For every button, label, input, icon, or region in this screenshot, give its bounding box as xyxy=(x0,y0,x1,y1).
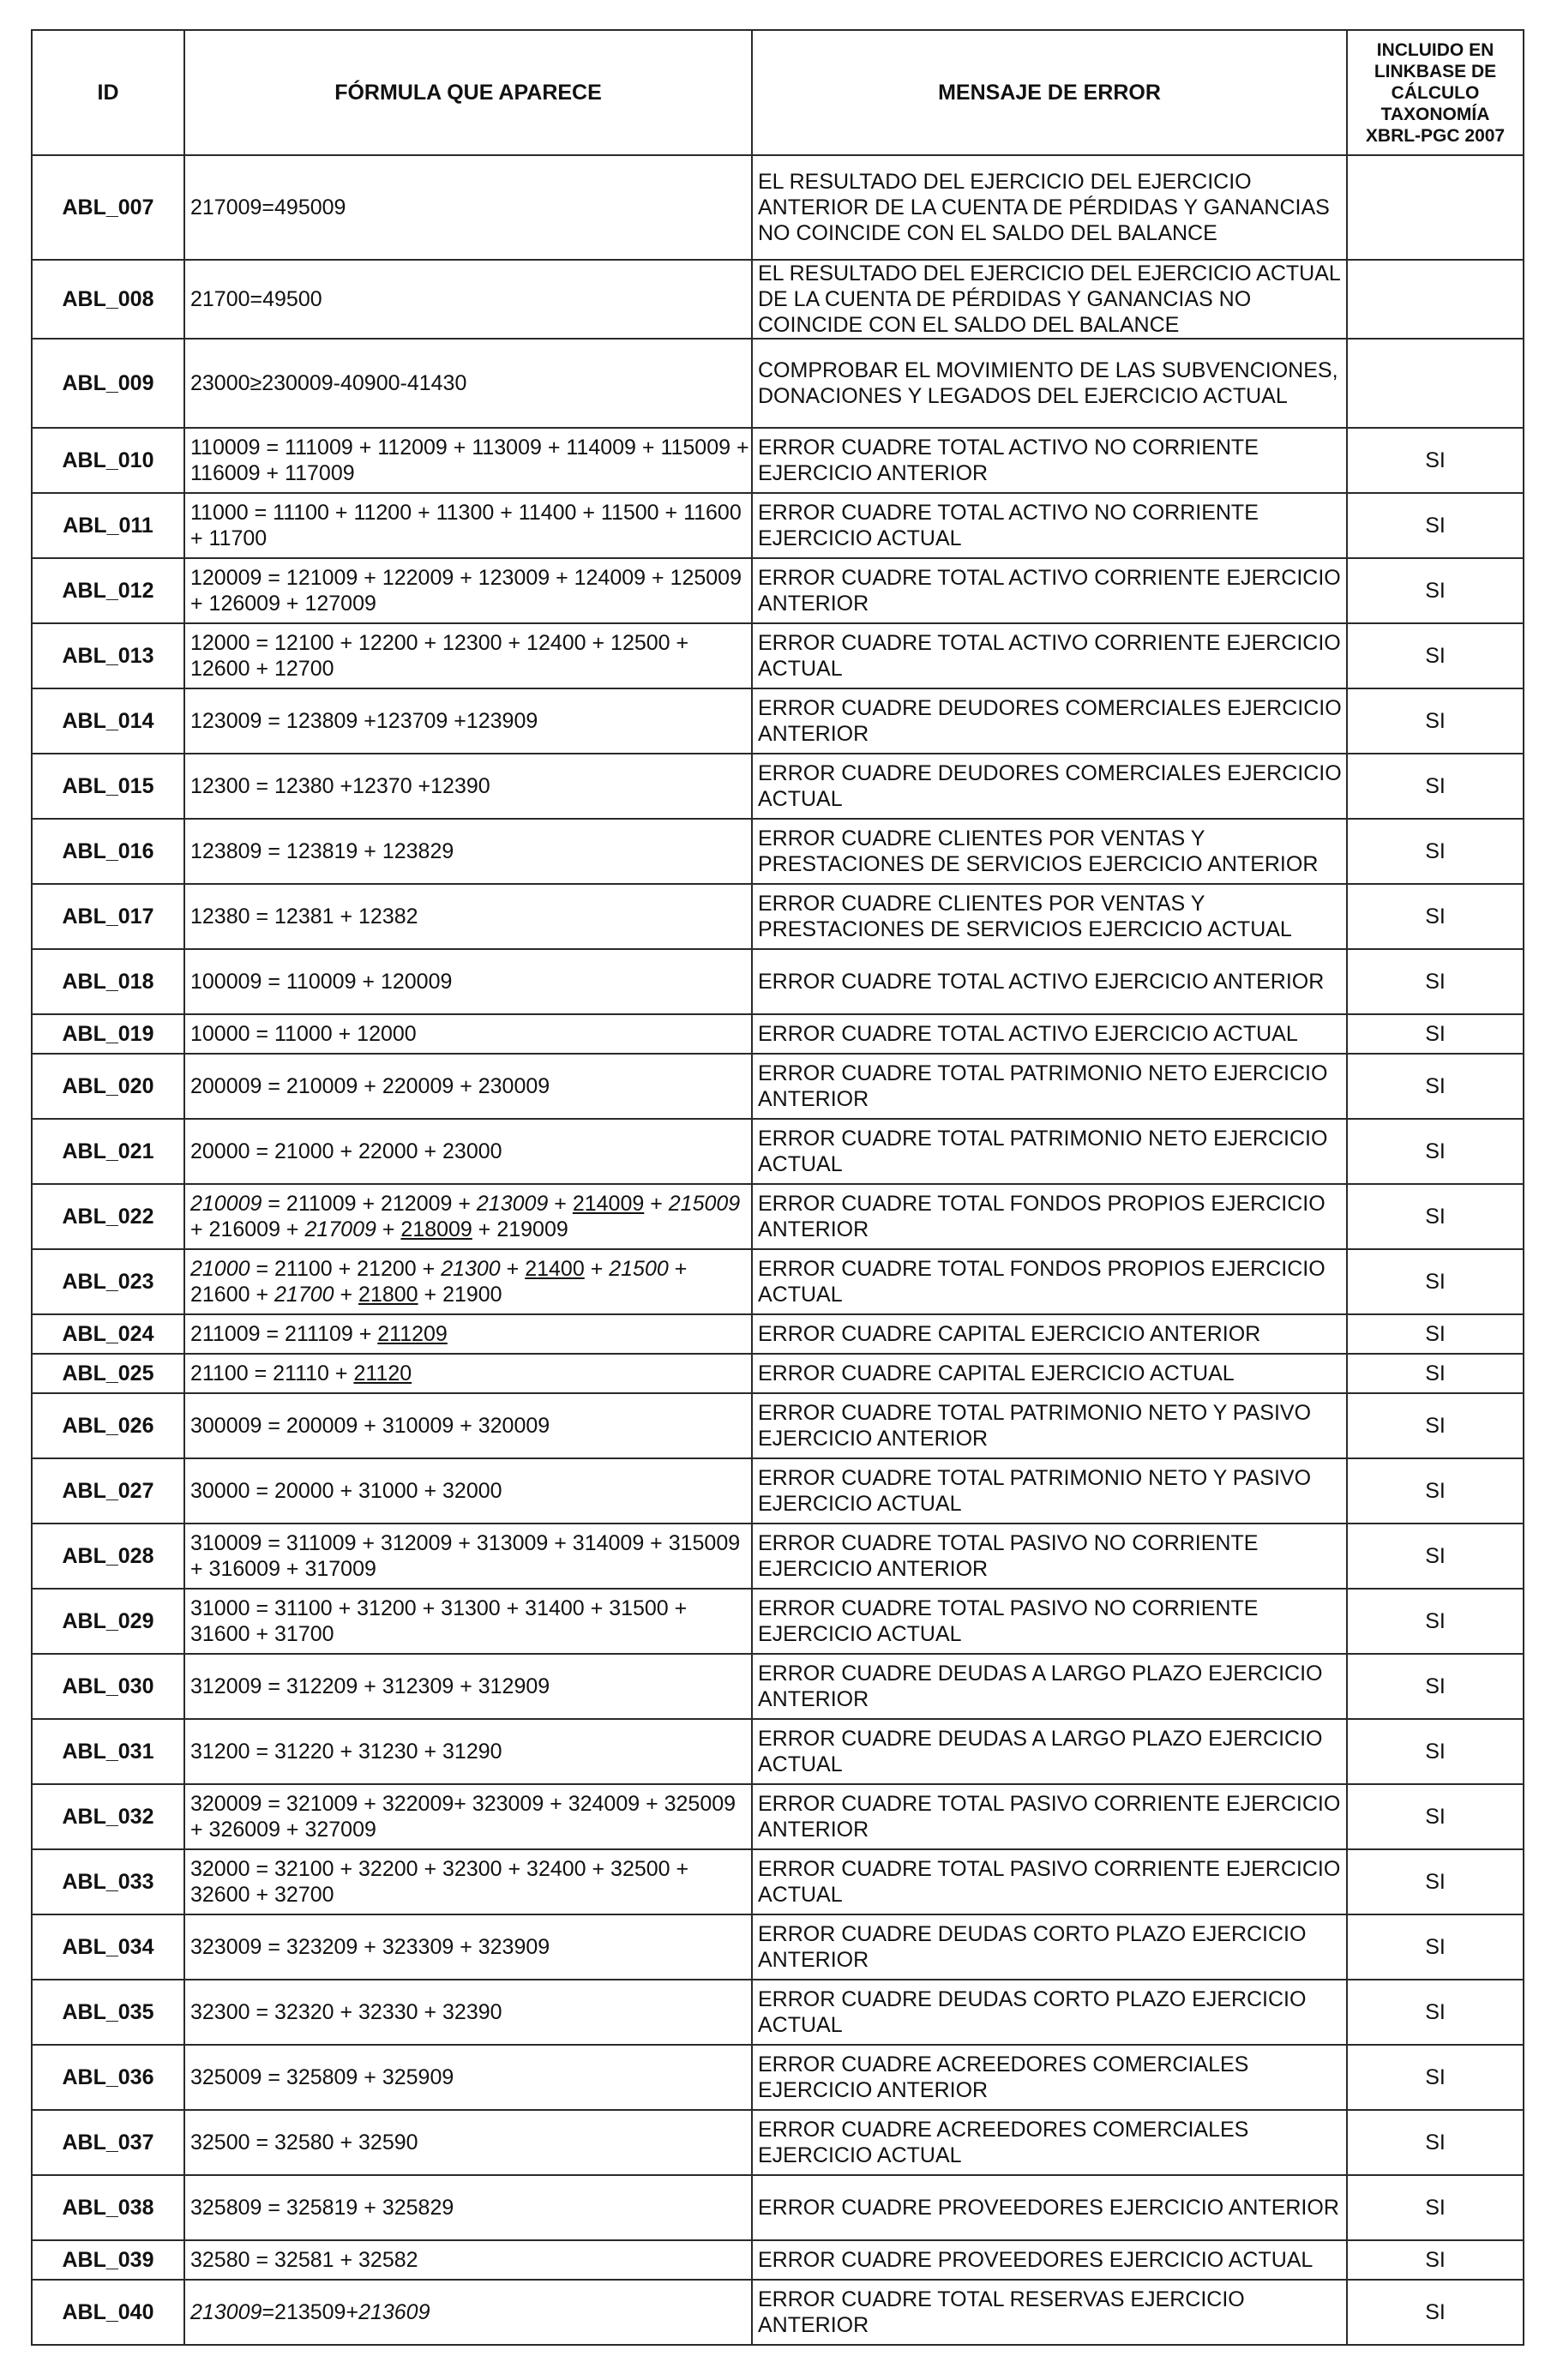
row-id: ABL_031 xyxy=(32,1719,184,1784)
row-included: SI xyxy=(1347,1314,1524,1354)
formula-part: 213009 xyxy=(476,1192,549,1216)
row-id: ABL_011 xyxy=(32,493,184,558)
row-formula: 100009 = 110009 + 120009 xyxy=(184,949,752,1014)
row-included: SI xyxy=(1347,1589,1524,1654)
table-row xyxy=(32,1354,1524,1393)
row-message: ERROR CUADRE TOTAL PATRIMONIO NETO EJERCICIO ANTERIOR xyxy=(752,1054,1347,1119)
row-id: ABL_021 xyxy=(32,1119,184,1184)
formula-part: 21300 xyxy=(441,1257,501,1281)
row-formula: 312009 = 312209 + 312309 + 312909 xyxy=(184,1654,752,1719)
table-row xyxy=(32,1458,1524,1524)
row-included xyxy=(1347,155,1524,260)
row-formula: 320009 = 321009 + 322009+ 323009 + 324009 + 325009 + 326009 + 327009 xyxy=(184,1784,752,1849)
formula-part: 21500 xyxy=(609,1257,669,1281)
row-formula: 12000 = 12100 + 12200 + 12300 + 12400 + 12500 + 12600 + 12700 xyxy=(184,623,752,688)
formula-part: 211009 = 211109 + xyxy=(190,1322,378,1346)
row-message: ERROR CUADRE PROVEEDORES EJERCICIO ANTERIOR xyxy=(752,2175,1347,2240)
row-formula: 30000 = 20000 + 31000 + 32000 xyxy=(184,1458,752,1524)
formula-part: 21100 = 21110 + xyxy=(190,1361,354,1385)
formula-part: + xyxy=(500,1257,526,1281)
row-formula: 32000 = 32100 + 32200 + 32300 + 32400 + 32500 + 32600 + 32700 xyxy=(184,1849,752,1914)
row-id: ABL_039 xyxy=(32,2240,184,2280)
row-id: ABL_013 xyxy=(32,623,184,688)
row-included: SI xyxy=(1347,1980,1524,2045)
row-formula: 12300 = 12380 +12370 +12390 xyxy=(184,754,752,819)
row-message: ERROR CUADRE TOTAL PASIVO NO CORRIENTE EJERCICIO ANTERIOR xyxy=(752,1524,1347,1589)
formula-part: 217009 xyxy=(304,1217,376,1241)
row-included: SI xyxy=(1347,2045,1524,2110)
row-id: ABL_022 xyxy=(32,1184,184,1249)
formula-part: 215009 xyxy=(668,1192,741,1216)
row-message: ERROR CUADRE CAPITAL EJERCICIO ACTUAL xyxy=(752,1354,1347,1393)
formula-part: = 211009 + 212009 + xyxy=(262,1192,477,1216)
formula-part: + 21900 xyxy=(418,1283,502,1307)
row-included: SI xyxy=(1347,1458,1524,1524)
formula-part: 21400 xyxy=(525,1257,585,1281)
row-message: ERROR CUADRE PROVEEDORES EJERCICIO ACTUAL xyxy=(752,2240,1347,2280)
formula-part: 21700 xyxy=(274,1283,334,1307)
row-included: SI xyxy=(1347,1524,1524,1589)
table-row xyxy=(32,1119,1524,1184)
row-id: ABL_032 xyxy=(32,1784,184,1849)
row-id: ABL_024 xyxy=(32,1314,184,1354)
row-message: ERROR CUADRE TOTAL ACTIVO CORRIENTE EJERCICIO ACTUAL xyxy=(752,623,1347,688)
row-message: ERROR CUADRE TOTAL ACTIVO EJERCICIO ACTUAL xyxy=(752,1014,1347,1054)
row-message: ERROR CUADRE ACREEDORES COMERCIALES EJERCICIO ACTUAL xyxy=(752,2110,1347,2175)
row-formula: 110009 = 111009 + 112009 + 113009 + 114009 + 115009 + 116009 + 117009 xyxy=(184,428,752,493)
row-included: SI xyxy=(1347,819,1524,884)
header-id: ID xyxy=(32,30,184,155)
table-row xyxy=(32,558,1524,623)
row-included: SI xyxy=(1347,1849,1524,1914)
row-included: SI xyxy=(1347,1054,1524,1119)
table-row xyxy=(32,1524,1524,1589)
row-id: ABL_010 xyxy=(32,428,184,493)
row-id: ABL_008 xyxy=(32,260,184,339)
row-message: ERROR CUADRE CLIENTES POR VENTAS Y PRESTACIONES DE SERVICIOS EJERCICIO ACTUAL xyxy=(752,884,1347,949)
row-message: EL RESULTADO DEL EJERCICIO DEL EJERCICIO ACTUAL DE LA CUENTA DE PÉRDIDAS Y GANANCIAS NO COINCIDE CON EL SALDO DEL BALANCE xyxy=(752,260,1347,339)
table-row xyxy=(32,688,1524,754)
row-included: SI xyxy=(1347,1249,1524,1314)
table-row xyxy=(32,1054,1524,1119)
row-id: ABL_033 xyxy=(32,1849,184,1914)
row-id: ABL_027 xyxy=(32,1458,184,1524)
table-row xyxy=(32,623,1524,688)
table-row xyxy=(32,260,1524,339)
row-formula: 120009 = 121009 + 122009 + 123009 + 124009 + 125009 + 126009 + 127009 xyxy=(184,558,752,623)
row-id: ABL_035 xyxy=(32,1980,184,2045)
row-message: ERROR CUADRE TOTAL PATRIMONIO NETO Y PASIVO EJERCICIO ACTUAL xyxy=(752,1458,1347,1524)
row-included: SI xyxy=(1347,884,1524,949)
row-included: SI xyxy=(1347,1354,1524,1393)
header-message: MENSAJE DE ERROR xyxy=(752,30,1347,155)
row-message: ERROR CUADRE TOTAL FONDOS PROPIOS EJERCICIO ANTERIOR xyxy=(752,1184,1347,1249)
row-id: ABL_020 xyxy=(32,1054,184,1119)
row-message: ERROR CUADRE TOTAL PASIVO CORRIENTE EJERCICIO ANTERIOR xyxy=(752,1784,1347,1849)
row-formula xyxy=(184,1249,752,1314)
row-message: ERROR CUADRE ACREEDORES COMERCIALES EJERCICIO ANTERIOR xyxy=(752,2045,1347,2110)
table-row xyxy=(32,493,1524,558)
table-row xyxy=(32,155,1524,260)
row-formula: 20000 = 21000 + 22000 + 23000 xyxy=(184,1119,752,1184)
formula-part: + 21600 + xyxy=(190,1257,688,1307)
table-row xyxy=(32,339,1524,428)
table-row xyxy=(32,884,1524,949)
row-message: ERROR CUADRE TOTAL ACTIVO CORRIENTE EJERCICIO ANTERIOR xyxy=(752,558,1347,623)
row-message: ERROR CUADRE DEUDAS A LARGO PLAZO EJERCICIO ANTERIOR xyxy=(752,1654,1347,1719)
row-message: ERROR CUADRE TOTAL RESERVAS EJERCICIO ANTERIOR xyxy=(752,2280,1347,2345)
row-id: ABL_009 xyxy=(32,339,184,428)
row-included: SI xyxy=(1347,2280,1524,2345)
row-id: ABL_025 xyxy=(32,1354,184,1393)
table-row xyxy=(32,1719,1524,1784)
formula-part: 213009 xyxy=(190,2300,262,2324)
table-row xyxy=(32,1849,1524,1914)
row-id: ABL_040 xyxy=(32,2280,184,2345)
formula-part: 214009 xyxy=(572,1192,645,1216)
row-included: SI xyxy=(1347,754,1524,819)
row-message: COMPROBAR EL MOVIMIENTO DE LAS SUBVENCIONES, DONACIONES Y LEGADOS DEL EJERCICIO ACTUAL xyxy=(752,339,1347,428)
row-included: SI xyxy=(1347,2240,1524,2280)
row-included: SI xyxy=(1347,428,1524,493)
row-message: ERROR CUADRE CAPITAL EJERCICIO ANTERIOR xyxy=(752,1314,1347,1354)
row-included: SI xyxy=(1347,1393,1524,1458)
row-formula: 310009 = 311009 + 312009 + 313009 + 314009 + 315009 + 316009 + 317009 xyxy=(184,1524,752,1589)
row-id: ABL_019 xyxy=(32,1014,184,1054)
row-message: EL RESULTADO DEL EJERCICIO DEL EJERCICIO ANTERIOR DE LA CUENTA DE PÉRDIDAS Y GANANCIAS NO COINCIDE CON EL SALDO DEL BALANCE xyxy=(752,155,1347,260)
formula-part: = 21100 + 21200 + xyxy=(249,1257,442,1281)
row-formula: 32300 = 32320 + 32330 + 32390 xyxy=(184,1980,752,2045)
row-message: ERROR CUADRE TOTAL ACTIVO NO CORRIENTE EJERCICIO ACTUAL xyxy=(752,493,1347,558)
row-formula: 10000 = 11000 + 12000 xyxy=(184,1014,752,1054)
row-message: ERROR CUADRE DEUDAS CORTO PLAZO EJERCICIO ACTUAL xyxy=(752,1980,1347,2045)
row-id: ABL_037 xyxy=(32,2110,184,2175)
row-included: SI xyxy=(1347,2175,1524,2240)
formula-part: 21120 xyxy=(353,1361,412,1385)
row-formula: 325809 = 325819 + 325829 xyxy=(184,2175,752,2240)
row-formula: 21700=49500 xyxy=(184,260,752,339)
row-id: ABL_014 xyxy=(32,688,184,754)
table-body xyxy=(32,155,1524,2345)
table-row xyxy=(32,1014,1524,1054)
row-id: ABL_018 xyxy=(32,949,184,1014)
row-formula: 123009 = 123809 +123709 +123909 xyxy=(184,688,752,754)
table-row xyxy=(32,1314,1524,1354)
formula-part: 213609 xyxy=(358,2300,430,2324)
row-formula: 323009 = 323209 + 323309 + 323909 xyxy=(184,1914,752,1980)
row-included xyxy=(1347,260,1524,339)
row-message: ERROR CUADRE TOTAL ACTIVO NO CORRIENTE EJERCICIO ANTERIOR xyxy=(752,428,1347,493)
table-row xyxy=(32,1654,1524,1719)
formula-part: + 216009 + xyxy=(190,1217,305,1241)
header-row xyxy=(32,30,1524,155)
formula-part: 218009 xyxy=(400,1217,472,1241)
row-id: ABL_016 xyxy=(32,819,184,884)
table-row xyxy=(32,949,1524,1014)
formula-part: + xyxy=(584,1257,610,1281)
header-formula: FÓRMULA QUE APARECE xyxy=(184,30,752,155)
row-formula: 200009 = 210009 + 220009 + 230009 xyxy=(184,1054,752,1119)
row-formula: 32500 = 32580 + 32590 xyxy=(184,2110,752,2175)
validation-table xyxy=(31,29,1524,2346)
table-row xyxy=(32,2110,1524,2175)
row-id: ABL_028 xyxy=(32,1524,184,1589)
row-formula: 11000 = 11100 + 11200 + 11300 + 11400 + 11500 + 11600 + 11700 xyxy=(184,493,752,558)
row-id: ABL_017 xyxy=(32,884,184,949)
row-message: ERROR CUADRE DEUDAS CORTO PLAZO EJERCICIO ANTERIOR xyxy=(752,1914,1347,1980)
table-row xyxy=(32,1393,1524,1458)
table-row xyxy=(32,1184,1524,1249)
table-row xyxy=(32,2240,1524,2280)
table-row xyxy=(32,1249,1524,1314)
row-formula xyxy=(184,1314,752,1354)
row-formula: 217009=495009 xyxy=(184,155,752,260)
formula-part: =213509+ xyxy=(262,2300,359,2324)
row-included: SI xyxy=(1347,1184,1524,1249)
row-included: SI xyxy=(1347,1119,1524,1184)
row-included: SI xyxy=(1347,2110,1524,2175)
row-included: SI xyxy=(1347,1014,1524,1054)
row-formula: 31000 = 31100 + 31200 + 31300 + 31400 + 31500 + 31600 + 31700 xyxy=(184,1589,752,1654)
row-included: SI xyxy=(1347,623,1524,688)
row-formula xyxy=(184,2280,752,2345)
row-included: SI xyxy=(1347,688,1524,754)
row-id: ABL_026 xyxy=(32,1393,184,1458)
row-id: ABL_030 xyxy=(32,1654,184,1719)
row-included: SI xyxy=(1347,1784,1524,1849)
row-included: SI xyxy=(1347,949,1524,1014)
row-message: ERROR CUADRE DEUDAS A LARGO PLAZO EJERCICIO ACTUAL xyxy=(752,1719,1347,1784)
row-formula: 31200 = 31220 + 31230 + 31290 xyxy=(184,1719,752,1784)
row-message: ERROR CUADRE TOTAL FONDOS PROPIOS EJERCICIO ACTUAL xyxy=(752,1249,1347,1314)
formula-part: + xyxy=(548,1192,573,1216)
row-formula: 23000≥230009-40900-41430 xyxy=(184,339,752,428)
row-formula: 12380 = 12381 + 12382 xyxy=(184,884,752,949)
table-row xyxy=(32,1980,1524,2045)
row-id: ABL_007 xyxy=(32,155,184,260)
table-row xyxy=(32,1589,1524,1654)
table-row xyxy=(32,2045,1524,2110)
table-row xyxy=(32,754,1524,819)
row-id: ABL_029 xyxy=(32,1589,184,1654)
formula-part: 21800 xyxy=(358,1283,418,1307)
row-formula: 300009 = 200009 + 310009 + 320009 xyxy=(184,1393,752,1458)
row-formula xyxy=(184,1354,752,1393)
table-row xyxy=(32,1784,1524,1849)
formula-part: + xyxy=(334,1283,359,1307)
row-message: ERROR CUADRE TOTAL PASIVO CORRIENTE EJERCICIO ACTUAL xyxy=(752,1849,1347,1914)
row-id: ABL_038 xyxy=(32,2175,184,2240)
row-message: ERROR CUADRE TOTAL PASIVO NO CORRIENTE EJERCICIO ACTUAL xyxy=(752,1589,1347,1654)
row-included: SI xyxy=(1347,493,1524,558)
row-included: SI xyxy=(1347,1654,1524,1719)
table-row xyxy=(32,1914,1524,1980)
formula-part: 211209 xyxy=(377,1322,448,1346)
row-message: ERROR CUADRE TOTAL ACTIVO EJERCICIO ANTERIOR xyxy=(752,949,1347,1014)
row-formula xyxy=(184,1184,752,1249)
row-formula: 325009 = 325809 + 325909 xyxy=(184,2045,752,2110)
table-row xyxy=(32,428,1524,493)
row-included: SI xyxy=(1347,1914,1524,1980)
row-included: SI xyxy=(1347,558,1524,623)
table-row xyxy=(32,2175,1524,2240)
row-id: ABL_023 xyxy=(32,1249,184,1314)
formula-part: + xyxy=(376,1217,401,1241)
row-included: SI xyxy=(1347,1719,1524,1784)
formula-part: + xyxy=(644,1192,669,1216)
row-included xyxy=(1347,339,1524,428)
row-formula: 123809 = 123819 + 123829 xyxy=(184,819,752,884)
row-message: ERROR CUADRE TOTAL PATRIMONIO NETO EJERCICIO ACTUAL xyxy=(752,1119,1347,1184)
row-message: ERROR CUADRE DEUDORES COMERCIALES EJERCICIO ACTUAL xyxy=(752,754,1347,819)
row-formula: 32580 = 32581 + 32582 xyxy=(184,2240,752,2280)
row-id: ABL_015 xyxy=(32,754,184,819)
row-id: ABL_036 xyxy=(32,2045,184,2110)
formula-part: + 219009 xyxy=(472,1217,568,1241)
formula-part: 210009 xyxy=(190,1192,262,1216)
header-included: INCLUIDO EN LINKBASE DE CÁLCULO TAXONOMÍA XBRL-PGC 2007 xyxy=(1347,30,1524,155)
row-message: ERROR CUADRE TOTAL PATRIMONIO NETO Y PASIVO EJERCICIO ANTERIOR xyxy=(752,1393,1347,1458)
table-row xyxy=(32,819,1524,884)
row-message: ERROR CUADRE DEUDORES COMERCIALES EJERCICIO ANTERIOR xyxy=(752,688,1347,754)
table-row xyxy=(32,2280,1524,2345)
formula-part: 21000 xyxy=(190,1257,250,1281)
row-message: ERROR CUADRE CLIENTES POR VENTAS Y PRESTACIONES DE SERVICIOS EJERCICIO ANTERIOR xyxy=(752,819,1347,884)
row-id: ABL_012 xyxy=(32,558,184,623)
row-id: ABL_034 xyxy=(32,1914,184,1980)
